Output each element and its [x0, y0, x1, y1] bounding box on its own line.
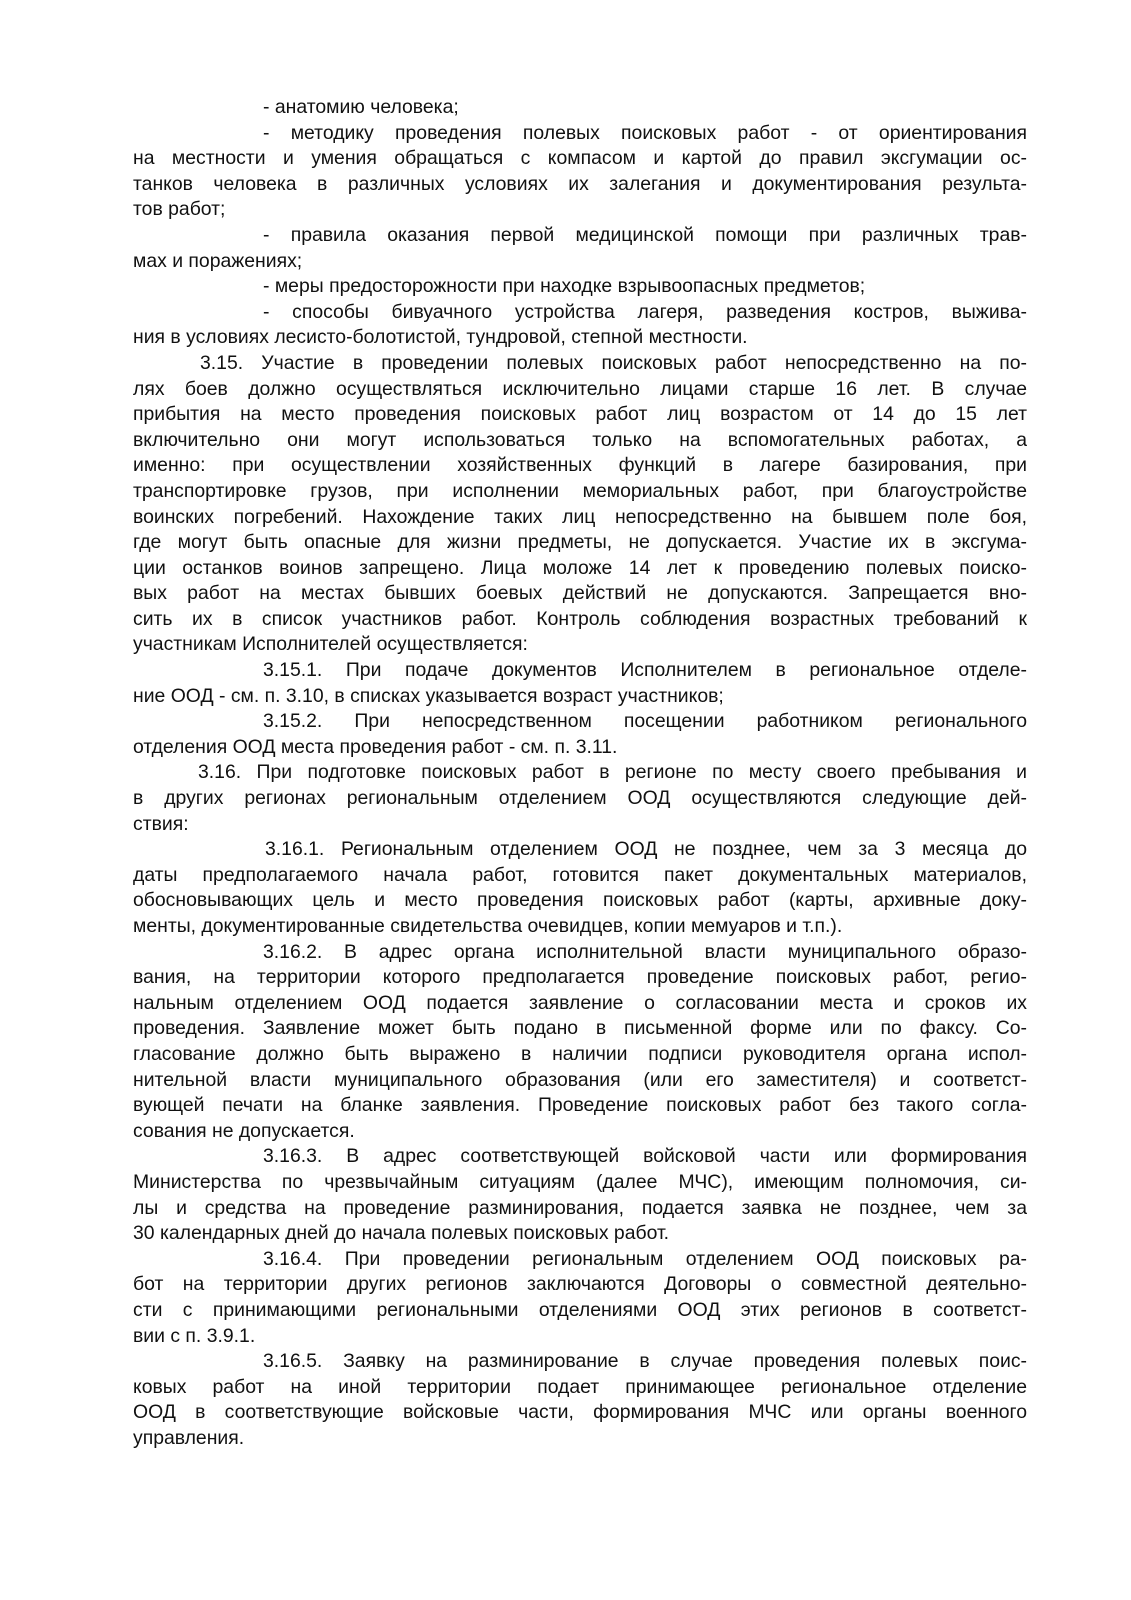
text-line: 3.16.4. При проведении региональным отделением ООД поисковых ра-	[263, 1247, 1027, 1270]
text-line: Министерства по чрезвычайным ситуациям (далее МЧС), имеющим полномочия, си-	[133, 1170, 1027, 1193]
text-line: управления.	[133, 1426, 245, 1449]
text-line: вания, на территории которого предполагается проведение поисковых работ, регио-	[133, 966, 1027, 989]
text-line: - меры предосторожности при находке взрывоопасных предметов;	[263, 275, 866, 298]
text-line: лях боев должно осуществляться исключительно лицами старше 16 лет. В случае	[133, 377, 1027, 400]
text-line: гласование должно быть выражено в наличии подписи руководителя органа испол-	[133, 1042, 1027, 1065]
text-line: 3.15. Участие в проведении полевых поисковых работ непосредственно на по-	[200, 351, 1027, 374]
text-line: - анатомию человека;	[263, 96, 459, 118]
text-line: ковых работ на иной территории подает принимающее региональное отделение	[133, 1375, 1027, 1398]
text-line: - правила оказания первой медицинской помощи при различных трав-	[263, 223, 1027, 246]
text-line: ООД в соответствующие войсковые части, формирования МЧС или органы военного	[133, 1401, 1027, 1424]
text-line: танков человека в различных условиях их залегания и документирования результа-	[133, 172, 1027, 195]
text-line: - методику проведения полевых поисковых работ - от ориентирования	[263, 121, 1027, 144]
text-line: ции останков воинов запрещено. Лица моложе 14 лет к проведению полевых поиско-	[133, 556, 1027, 579]
document-page	[133, 95, 1027, 1451]
text-line: 3.16.3. В адрес соответствующей войсковой части или формирования	[263, 1145, 1027, 1168]
text-line: 3.16. При подготовке поисковых работ в регионе по месту своего пребывания и	[198, 761, 1027, 784]
text-line: участникам Исполнителей осуществляется:	[133, 633, 528, 656]
text-line: где могут быть опасные для жизни предметы, не допускается. Участие их в эксгума-	[133, 531, 1027, 554]
text-line: вии с п. 3.9.1.	[133, 1324, 256, 1347]
text-line: ствия:	[133, 812, 189, 835]
text-line: в других регионах региональным отделением ООД осуществляются следующие дей-	[133, 787, 1027, 810]
text-line: 3.16.1. Региональным отделением ООД не позднее, чем за 3 месяца до	[265, 838, 1027, 861]
text-line: нительной власти муниципального образования (или его заместителя) и соответст-	[133, 1068, 1027, 1091]
text-line: сти с принимающими региональными отделениями ООД этих регионов в соответст-	[133, 1298, 1027, 1321]
text-line: ния в условиях лесисто-болотистой, тундровой, степной местности.	[133, 326, 748, 349]
text-line: воинских погребений. Нахождение таких лиц непосредственно на бывшем поле боя,	[133, 505, 1027, 528]
text-line: транспортировке грузов, при исполнении мемориальных работ, при благоустройстве	[133, 479, 1027, 502]
text-line: тов работ;	[133, 198, 226, 221]
text-line: нальным отделением ООД подается заявление о согласовании места и сроков их	[133, 991, 1027, 1014]
text-line: - способы бивуачного устройства лагеря, разведения костров, выжива-	[263, 300, 1027, 323]
text-line: именно: при осуществлении хозяйственных функций в лагере базирования, при	[133, 454, 1027, 477]
text-line: проведения. Заявление может быть подано в письменной форме или по факсу. Со-	[133, 1017, 1027, 1040]
text-line: на местности и умения обращаться с компасом и картой до правил эксгумации ос-	[133, 147, 1027, 170]
text-line: лы и средства на проведение разминирования, подается заявка не позднее, чем за	[133, 1196, 1027, 1219]
text-line: менты, документированные свидетельства очевидцев, копии мемуаров и т.п.).	[133, 915, 843, 937]
text-line: прибытия на место проведения поисковых работ лиц возрастом от 14 до 15 лет	[133, 403, 1027, 426]
text-line: 3.16.2. В адрес органа исполнительной власти муниципального образо-	[263, 940, 1027, 963]
text-line: вующей печати на бланке заявления. Проведение поисковых работ без такого согла-	[133, 1094, 1027, 1117]
text-line: обосновывающих цель и место проведения поисковых работ (карты, архивные доку-	[133, 889, 1027, 912]
text-line: 3.15.2. При непосредственном посещении работником регионального	[263, 710, 1027, 733]
text-line: вых работ на местах бывших боевых действий не допускаются. Запрещается вно-	[133, 582, 1027, 605]
text-line: сить их в список участников работ. Контроль соблюдения возрастных требований к	[133, 607, 1027, 630]
text-line: сования не допускается.	[133, 1119, 355, 1142]
text-line: включительно они могут использоваться только на вспомогательных работах, а	[133, 428, 1027, 451]
text-line: отделения ООД места проведения работ - см. п. 3.11.	[133, 735, 618, 758]
text-line: 3.16.5. Заявку на разминирование в случае проведения полевых поис-	[263, 1350, 1027, 1373]
text-line: бот на территории других регионов заключаются Договоры о совместной деятельно-	[133, 1273, 1027, 1296]
text-line: ние ООД - см. п. 3.10, в списках указывается возраст участников;	[133, 684, 724, 707]
text-line: 30 календарных дней до начала полевых поисковых работ.	[133, 1222, 670, 1245]
text-line: мах и поражениях;	[133, 249, 303, 272]
text-line: даты предполагаемого начала работ, готовится пакет документальных материалов,	[133, 863, 1027, 886]
text-line: 3.15.1. При подаче документов Исполнителем в региональное отделе-	[263, 659, 1027, 682]
